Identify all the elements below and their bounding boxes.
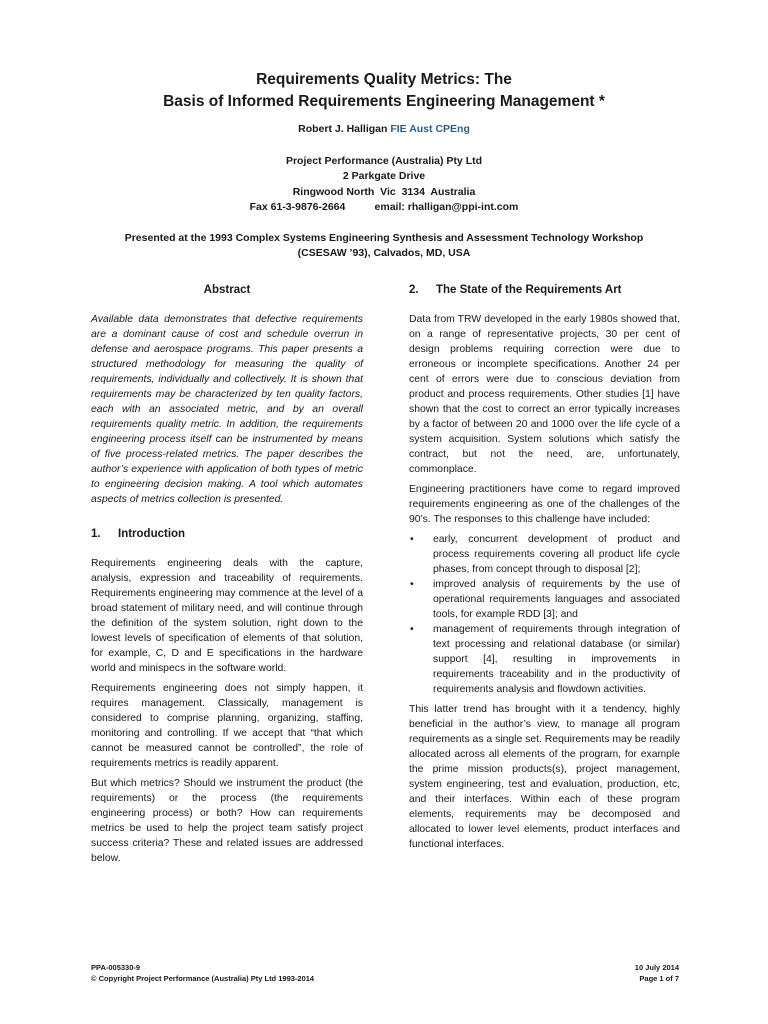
footer-copyright: © Copyright Project Performance (Australia) Pty Ltd 1993-2014 <box>91 974 315 983</box>
address-organization: Project Performance (Australia) Pty Ltd <box>285 155 483 167</box>
address-city: Ringwood North Vic 3134 Australia <box>292 185 476 198</box>
presented-line-1: Presented at the 1993 Complex Systems Engineering Synthesis and Assessment Technology Workshop <box>124 232 644 244</box>
list-item <box>409 532 680 577</box>
section-2-paragraph: Engineering practitioners have come to regard improved requirements engineering as one of the challenges of the 90’s. The responses to this challenge have included: <box>409 484 680 525</box>
author-address <box>0 154 768 215</box>
paper-title-line-2: Basis of Informed Requirements Engineering Management * <box>163 93 605 110</box>
footer-date: 10 July 2014 <box>634 963 679 972</box>
section-1-heading <box>91 527 363 542</box>
section-2-number: 2. <box>409 284 419 296</box>
footer-doc-id: PPA-005330-9 <box>91 963 141 972</box>
author-name: Robert J. Halligan <box>298 123 388 135</box>
address-contact: Fax 61-3-9876-2664 email: rhalligan@ppi-int.com <box>249 200 519 213</box>
list-item-text: management of requirements through integration of text processing and relational database (or similar) support [4], resulting in improvements in requirements traceability and in the productivity of requirements analysis and flowdown activities. <box>433 624 680 695</box>
presented-line-2: (CSESAW ’93), Calvados, MD, USA <box>297 247 471 260</box>
presented-at <box>0 231 768 262</box>
section-1-title: Introduction <box>118 528 186 540</box>
list-item <box>409 577 680 622</box>
section-2-closing-paragraph: This latter trend has brought with it a tendency, highly beneficial in the author’s view, to manage all program requirements as a single set. Requirements may be readily allocated across all elements of the program, for example the prime mission products(s), project management, system engineering, test and evaluation, production, etc, and their interfaces. Within each of these program elements, requirements may be decomposed and allocated to lower level elements, product interfaces and functional interfaces. <box>409 704 680 850</box>
footer-page-number: Page 1 of 7 <box>639 974 679 983</box>
bullet-glyph: • <box>410 624 414 635</box>
right-column <box>409 283 680 857</box>
footer-left <box>91 962 314 984</box>
section-2-paragraph: Data from TRW developed in the early 1980s showed that, on a range of representative projects, 30 per cent of design problems requiring correction were due to erroneous or incomplete specifications. Another 24 per cent of errors were due to conscious deviation from product and process requirements. Other studies [1] have shown that the cost to correct an error typically increases by a factor of between 20 and 1000 over the life cycle of a system acquisition. System solutions which satisfy the contract, but not the need, are, unfortunately, commonplace. <box>409 314 680 475</box>
section-1-paragraph: Requirements engineering does not simply happen, it requires management. Classically, management is considered to comprise planning, organizing, staffing, monitoring and controlling. If we accept that “that which cannot be measured cannot be controlled”, the role of requirements metrics is readily apparent. <box>91 683 363 769</box>
abstract-heading: Abstract <box>203 284 251 296</box>
left-column <box>91 283 363 871</box>
author-qualifications: FIE Aust CPEng <box>390 123 470 135</box>
list-item-text: early, concurrent development of product and process requirements covering all product life cycle phases, from concept through to disposal [2]; <box>433 534 680 575</box>
section-2-title: The State of the Requirements Art <box>436 284 622 296</box>
bullet-glyph: • <box>410 534 414 545</box>
abstract-text: Available data demonstrates that defective requirements are a dominant cause of cost and schedule overrun in defense and aerospace programs. This paper presents a structured methodology for measuring the quality of requirements, individually and collectively. It is shown that requirements may be characterized by ten quality factors, each with an associated metric, and by an overall requirements quality metric. In addition, the requirements engineering process itself can be instrumented by means of five process-related metrics. The paper describes the author’s experience with application of both types of metric to engineering decision making. A tool which automates aspects of metrics collection is presented. <box>91 314 363 505</box>
footer-right <box>635 962 679 984</box>
responses-list <box>409 532 680 697</box>
address-street: 2 Parkgate Drive <box>342 170 426 183</box>
list-item <box>409 622 680 697</box>
section-1-number: 1. <box>91 528 101 540</box>
abstract-section <box>91 312 363 507</box>
paper-title-line-1: Requirements Quality Metrics: The <box>256 71 512 88</box>
author-line <box>0 123 768 135</box>
list-item-text: improved analysis of requirements by the use of operational requirements languages and associated tools, for example RDD [3]; and <box>433 579 680 620</box>
section-2-heading <box>409 283 680 298</box>
section-1-paragraph: But which metrics? Should we instrument the product (the requirements) or the process (the requirements engineering process) or both? How can requirements metrics be used to help the project team satisfy project success criteria? These and related issues are addressed below. <box>91 778 363 864</box>
section-1-paragraph: Requirements engineering deals with the capture, analysis, expression and traceability of requirements. Requirements engineering may commence at the level of a broad statement of military need, and will continue through the definition of the system solution, right down to the lowest levels of specification of elements of that solution, for example, C, D and E specifications in the hardware world and minispecs in the software world. <box>91 558 363 674</box>
bullet-glyph: • <box>410 579 414 590</box>
